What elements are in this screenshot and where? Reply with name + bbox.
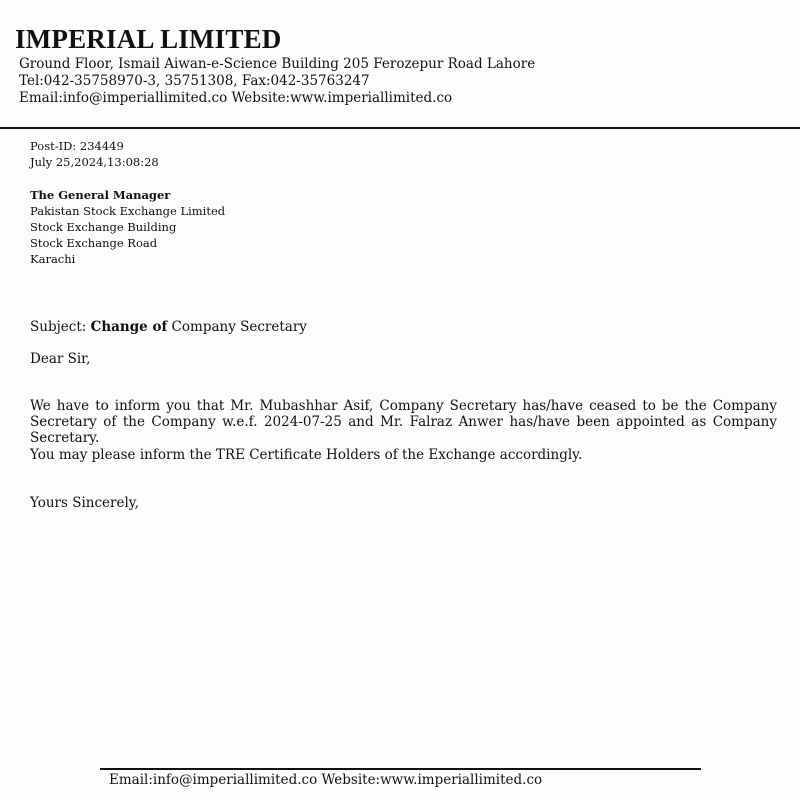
recipient-line-3: Stock Exchange Road xyxy=(30,236,158,250)
body-paragraph-2: You may please inform the TRE Certificate Holders of the Exchange accordingly. xyxy=(30,447,583,463)
company-name: IMPERIAL LIMITED xyxy=(15,24,282,54)
post-id: Post-ID: 234449 xyxy=(30,139,124,153)
header-divider xyxy=(0,127,800,129)
company-email-website: Email:info@imperiallimited.co Website:www.imperiallimited.co xyxy=(19,90,453,106)
recipient-line-4: Karachi xyxy=(30,252,76,266)
company-phone-fax: Tel:042-35758970-3, 35751308, Fax:042-35763247 xyxy=(19,73,370,89)
subject-bold: Change of xyxy=(90,319,168,335)
recipient-line-1: Pakistan Stock Exchange Limited xyxy=(30,204,226,218)
footer-email-website: Email:info@imperiallimited.co Website:www.imperiallimited.co xyxy=(109,772,543,788)
company-address: Ground Floor, Ismail Aiwan-e-Science Building 205 Ferozepur Road Lahore xyxy=(19,56,536,72)
subject-prefix: Subject: xyxy=(30,319,91,335)
subject-rest: Company Secretary xyxy=(167,319,307,335)
post-meta xyxy=(30,138,159,170)
body-paragraph-1: We have to inform you that Mr. Mubashhar Asif, Company Secretary has/have ceased to be the Company Secretary of the Company w.e.f. 2024-07-25 and Mr. Falraz Anwer has/have been appointed as Company Secretary. xyxy=(30,398,777,446)
recipient-title: The General Manager xyxy=(30,188,171,202)
footer-divider xyxy=(100,768,701,770)
letterhead xyxy=(15,22,785,107)
recipient-line-2: Stock Exchange Building xyxy=(30,220,177,234)
post-datetime: July 25,2024,13:08:28 xyxy=(30,155,159,169)
subject-line xyxy=(30,318,307,336)
recipient-block xyxy=(30,187,225,267)
salutation: Dear Sir, xyxy=(30,351,91,367)
closing: Yours Sincerely, xyxy=(30,495,139,511)
